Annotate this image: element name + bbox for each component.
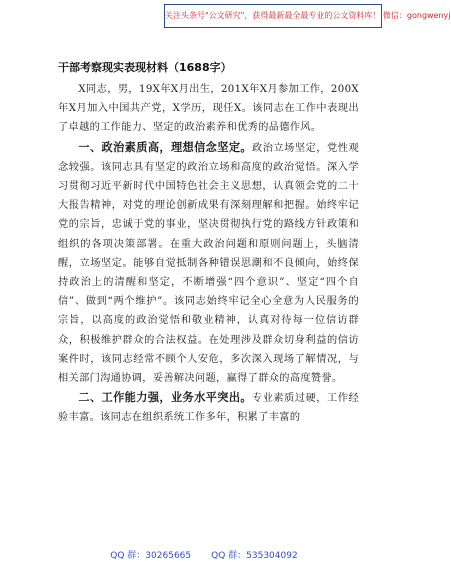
section-two-text: 专业素质过硬，工作经验丰富。该同志在组织系统工作多年，积累了丰富的 — [58, 393, 359, 424]
intro-paragraph — [58, 80, 359, 138]
document-title: 干部考察现实表现材料（1688字） — [58, 61, 232, 74]
footer — [0, 548, 408, 561]
footer-qq-group-2: QQ 群：535304092 — [211, 551, 298, 561]
section-two-heading: 二、工作能力强，业务水平突出。 — [78, 391, 252, 405]
intro-paragraph-text: X同志，男，19X年X月出生，201X年X月参加工作，200X年X月加入中国共产党，X学历，现任X。该同志在工作中表现出了卓越的工作能力、坚定的政治素养和优秀的品德作风。 — [58, 84, 359, 134]
section-one-paragraph — [58, 138, 359, 389]
section-two-paragraph — [58, 388, 359, 427]
footer-qq-group-1: QQ 群：30265665 — [110, 551, 192, 561]
section-one-text: 政治立场坚定，党性观念较强。该同志具有坚定的政治立场和高度的政治觉悟。深入学习贯彻习近平新时代中国特色社会主义思想，认真领会党的二十大报告精神，对党的理论创新成果有深刻理解和把握。始终牢记党的宗旨，忠诚于党的事业，坚决贯彻执行党的路线方针政策和组织的各项决策部署。在重大政治问题和原则问题上，头脑清醒，立场坚定。能够自觉抵制各种错误思潮和不良倾向，始终保持政治上的清醒和坚定，不断增强“四个意识”、坚定“四个自信”、做到“两个维护”。该同志始终牢记全心全意为人民服务的宗旨，以高度的政治觉悟和敬业精神，认真对待每一位信访群众，积极维护群众的合法权益。在处理涉及群众切身利益的信访案件时，该同志经常不顾个人安危，多次深入现场了解情况，与相关部门沟通协调，妥善解决问题，赢得了群众的高度赞誉。 — [58, 142, 359, 385]
section-one-heading: 一、政治素质高，理想信念坚定。 — [78, 140, 252, 154]
document-body — [58, 80, 359, 428]
top-banner: 关注头条号"公文研究"，获得最新最全最专业的公文资料库！ 微信：gongwenyj — [164, 4, 382, 28]
